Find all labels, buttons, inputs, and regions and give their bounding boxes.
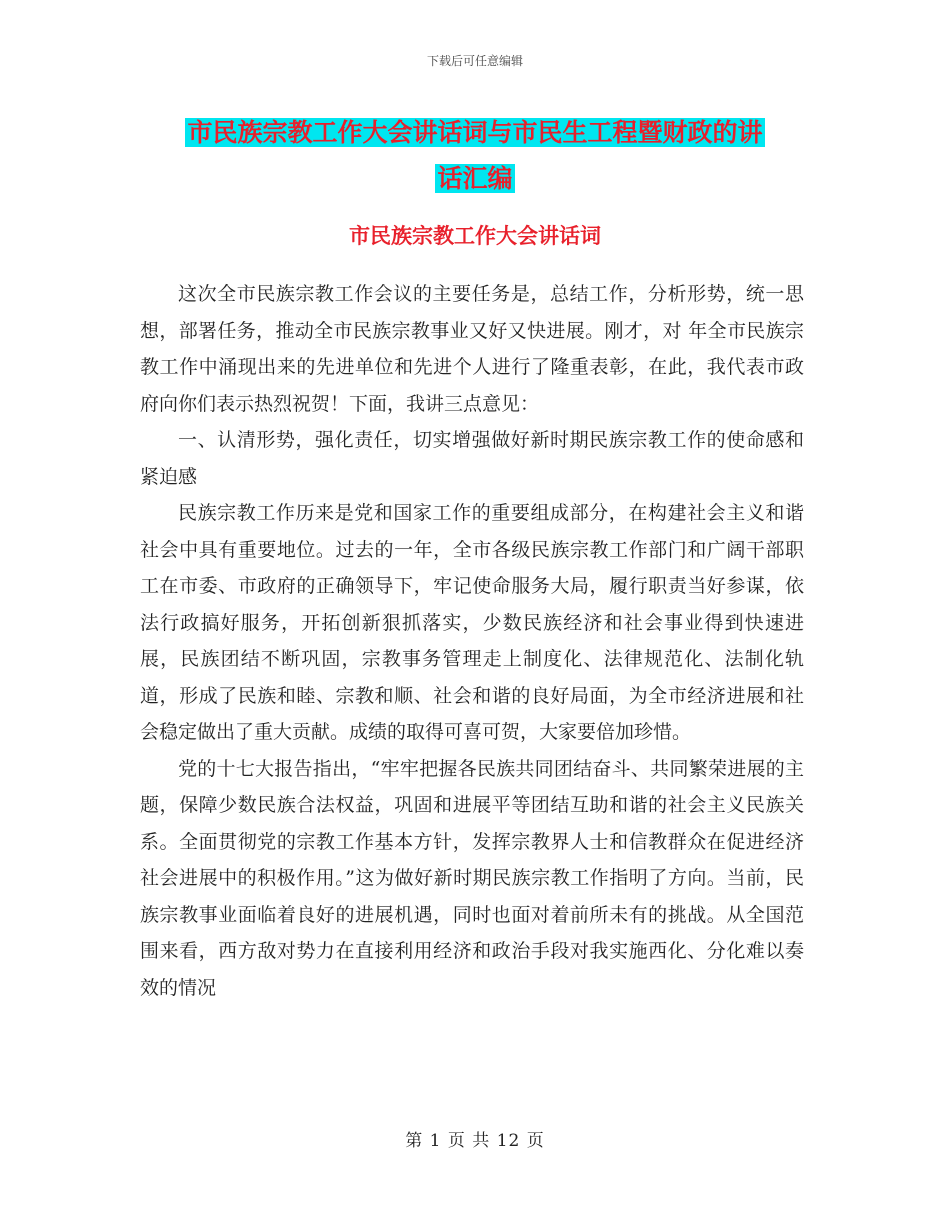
main-title	[140, 110, 810, 202]
paragraph: 这次全市民族宗教工作会议的主要任务是，总结工作，分析形势，统一思想，部署任务，推动全市民族宗教事业又好又快进展。刚才，对 年全市民族宗教工作中涌现出来的先进单位和先进个人进行了隆重表彰，在此，我代表市政府向你们表示热烈祝贺！下面，我讲三点意见：	[140, 283, 804, 415]
section-title: 市民族宗教工作大会讲话词	[349, 224, 601, 248]
paragraph: 民族宗教工作历来是党和国家工作的重要组成部分，在构建社会主义和谐社会中具有重要地位。过去的一年，全市各级民族宗教工作部门和广阔干部职工在市委、市政府的正确领导下，牢记使命服务大局，履行职责当好参谋，依法行政搞好服务，开拓创新狠抓落实，少数民族经济和社会事业得到快速进展，民族团结不断巩固，宗教事务管理走上制度化、法律规范化、法制化轨道，形成了民族和睦、宗教和顺、社会和谐的良好局面，为全市经济进展和社会稳定做出了重大贡献。成绩的取得可喜可贺，大家要倍加珍惜。	[140, 502, 804, 743]
main-title-line-1: 市民族宗教工作大会讲话词与市民生工程暨财政的讲	[187, 118, 763, 147]
body-text	[140, 276, 804, 1006]
header-note: 下载后可任意编辑	[426, 54, 523, 68]
page-footer: 第 1 页 共 12 页	[405, 1131, 545, 1151]
main-title-line-2: 话汇编	[437, 164, 513, 193]
paragraph: 一、认清形势，强化责任，切实增强做好新时期民族宗教工作的使命感和紧迫感	[140, 429, 804, 488]
paragraph: 党的十七大报告指出，“牢牢把握各民族共同团结奋斗、共同繁荣进展的主题，保障少数民族合法权益，巩固和进展平等团结互助和谐的社会主义民族关系。全面贯彻党的宗教工作基本方针，发挥宗教界人士和信教群众在促进经济社会进展中的积极作用。”这为做好新时期民族宗教工作指明了方向。当前，民族宗教事业面临着良好的进展机遇，同时也面对着前所未有的挑战。从全国范围来看，西方敌对势力在直接利用经济和政治手段对我实施西化、分化难以奏效的情况	[140, 757, 804, 999]
